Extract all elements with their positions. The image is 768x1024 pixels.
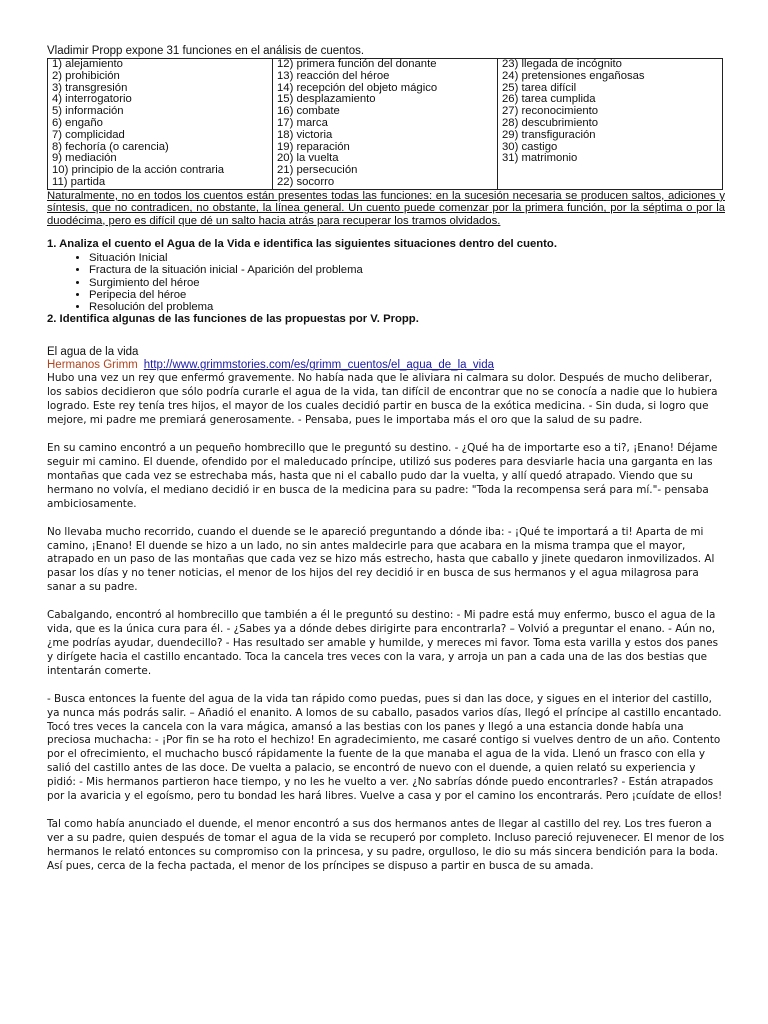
intro-text: Vladimir Propp expone 31 funciones en el análisis de cuentos. (47, 45, 365, 57)
function-item: 18) victoria (277, 128, 333, 141)
function-item: 20) la vuelta (277, 152, 339, 165)
question-2-text: Identifica algunas de las funciones de las propuestas por V. Propp. (56, 313, 419, 326)
situations-list (47, 252, 727, 313)
situation-item: • Surgimiento del héroe (89, 277, 727, 289)
function-item: 5) información (52, 105, 124, 118)
function-item: 21) persecución (277, 164, 358, 177)
function-item: 3) transgresión (52, 81, 128, 94)
function-item: 19) reparación (277, 140, 350, 153)
story-paragraph: Cabalgando, encontró al hombrecillo que también a él le preguntó su destino: - Mi padre está muy enfermo, busco el agua de la vida, que es la única cura para él. - ¿Sabes ya a dónde debes dirigirte para encontrarla? – Volvió a preguntar el enano. - Aún no, ¿me podrías ayudar, duendecillo? - Has resultado ser amable y humilde, y mereces mi favor. Toma esta varilla y estos dos panes y dirígete hacia el castillo encantado. Toca la cancela tres veces con la vara, y arroja un pan a cada una de las dos bestias que intentarán comerte. (47, 609, 719, 677)
story-paragraph: En su camino encontró a un pequeño hombrecillo que le preguntó su destino. - ¿Qué ha de importarte eso a ti?, ¡Enano! Déjame seguir mi camino. El duende, ofendido por el maleducado príncipe, utilizó sus poderes para desviarle hacia una garganta en las montañas que cada vez se estrechaba más, hasta que ni el caballo pudo dar la vuelta, y allí quedó atrapado. Viendo que su hermano no volvía, el mediano decidió ir en busca de la medicina para su padre: "Toda la recompensa será para mí."- pensaba ambiciosamente. (47, 442, 718, 510)
story-paragraph: Hubo una vez un rey que enfermó gravemente. No había nada que le aliviara ni calmara su dolor. Después de mucho deliberar, los sabios decidieron que sólo podría curarle el agua de la vida, tan difícil de encontrar que no se conocía a nadie que lo hubiera logrado. Este rey tenía tres hijos, el mayor de los cuales decidió partir en busca de la exótica medicina. - Sin duda, si logro que mejore, mi padre me premiará generosamente. - Pensaba, pues le importaba más el oro que la salud de su padre. (47, 372, 718, 427)
function-item: 1) alejamiento (52, 58, 123, 70)
function-item: 7) complicidad (52, 128, 125, 141)
function-item: 28) descubrimiento (502, 116, 599, 129)
situation-item: • Peripecia del héroe (89, 289, 727, 301)
story-paragraph: - Busca entonces la fuente del agua de la vida tan rápido como puedas, pues si dan las doce, y sigues en el interior del castillo, ya nunca más podrás salir. – Añadió el enanito. A lomos de su caballo, pasados varios días, llegó el príncipe al castillo encantado. Tocó tres veces la cancela con la vara mágica, amansó a las bestias con los panes y llegó a una estancia donde había una preciosa muchacha: - ¡Por fin se ha roto el hechizo! En agradecimiento, me casaré contigo si vuelves dentro de un año. Contento por el ofrecimiento, el muchacho buscó rápidamente la fuente de la que manaba el agua de la vida. Llenó un frasco con ella y salió del castillo antes de las doce. De vuelta a palacio, se encontró de nuevo con el duende, a quien relató su experiencia y pidió: - Mis hermanos partieron hace tiempo, y no les he vuelto a ver. ¿No sabrías dónde puedo encontrarles? - Están atrapados por la avaricia y el egoísmo, pero tu bondad les hará libres. Vuelve a casa y por el camino los encontrarás. Pero ¡cuídate de ellos! (47, 692, 723, 803)
question-1: 1. Analiza el cuento el Agua de la Vida e identifica las siguientes situaciones dentro del cuento. (47, 237, 557, 250)
story-paragraph: No llevaba mucho recorrido, cuando el duende se le apareció preguntando a dónde iba: - ¡Qué te importará a ti! Aparta de mi camino, ¡Enano! El duende se hizo a un lado, no sin antes maldecirle para que acabara en la misma trampa que el mayor, atrapado en un paso de las montañas que cada vez se hizo más estrecho, hasta que caballo y jinete quedaron inmovilizados. Al pasar los días y no tener noticias, el menor de los hijos del rey decidió ir en busca de sus hermanos y el agua milagrosa para sanar a su padre. (47, 525, 715, 594)
function-item: 4) interrogatorio (52, 93, 132, 106)
function-item: 15) desplazamiento (277, 93, 376, 106)
functions-column-2 (273, 59, 498, 190)
function-item: 2) prohibición (52, 69, 120, 82)
story-title: El agua de la vida (47, 346, 139, 359)
story-author: Hermanos Grimm (47, 359, 138, 372)
author-line (47, 359, 727, 372)
question-2-number: 2. (47, 313, 57, 326)
functions-table (47, 58, 723, 190)
question-2 (47, 313, 727, 326)
function-item: 27) reconocimiento (502, 105, 599, 118)
document-page (47, 44, 727, 888)
functions-column-1 (48, 59, 273, 190)
situation-item: • Situación Inicial (89, 252, 727, 264)
function-item: 24) pretensiones engañosas (502, 69, 645, 82)
function-item: 31) matrimonio (502, 152, 578, 165)
function-item: 10) principio de la acción contraria (52, 164, 225, 177)
function-item: 26) tarea cumplida (502, 93, 596, 106)
function-item: 11) partida (52, 175, 106, 188)
function-item: 23) llegada de incógnito (502, 58, 622, 70)
function-item: 6) engaño (52, 116, 103, 129)
story-paragraph: Tal como había anunciado el duende, el menor encontró a sus dos hermanos antes de llegar al castillo del rey. Los tres fueron a ver a su padre, quien después de tomar el agua de la vida se recuperó por completo. Incluso pareció rejuvenecer. El menor de los hermanos le relató entonces su compromiso con la princesa, y su padre, orgulloso, le dio su más sincera bendición para la boda. Así pues, cerca de la fecha pactada, el menor de los príncipes se dispuso a partir en busca de su amada. (47, 817, 725, 872)
function-item: 22) socorro (277, 175, 335, 188)
function-item: 12) primera función del donante (277, 58, 437, 70)
situation-item: • Resolución del problema (89, 301, 727, 313)
propp-note: Naturalmente, no en todos los cuentos están presentes todas las funciones: en la sucesión necesaria se producen saltos, adiciones y síntesis, que no contradicen, no obstante, la línea general. Un cuento puede comenzar por la primera función, por la séptima o por la duodécima, pero es difícil que dé un salto hacia atrás para recuperar los tramos olvidados. (47, 189, 725, 227)
function-item: 30) castigo (502, 140, 558, 153)
situation-item: • Fractura de la situación inicial - Aparición del problema (89, 264, 727, 276)
function-item: 25) tarea difícil (502, 81, 577, 94)
story-link[interactable]: http://www.grimmstories.com/es/grimm_cuentos/el_agua_de_la_vida (143, 359, 495, 372)
function-item: 17) marca (277, 116, 328, 129)
function-item: 8) fechoría (o carencia) (52, 140, 169, 153)
function-item: 14) recepción del objeto mágico (277, 81, 438, 94)
function-item: 29) transfiguración (502, 128, 596, 141)
function-item: 13) reacción del héroe (277, 69, 390, 82)
functions-column-3 (498, 59, 723, 190)
function-item: 16) combate (277, 105, 340, 118)
function-item: 9) mediación (52, 152, 117, 165)
